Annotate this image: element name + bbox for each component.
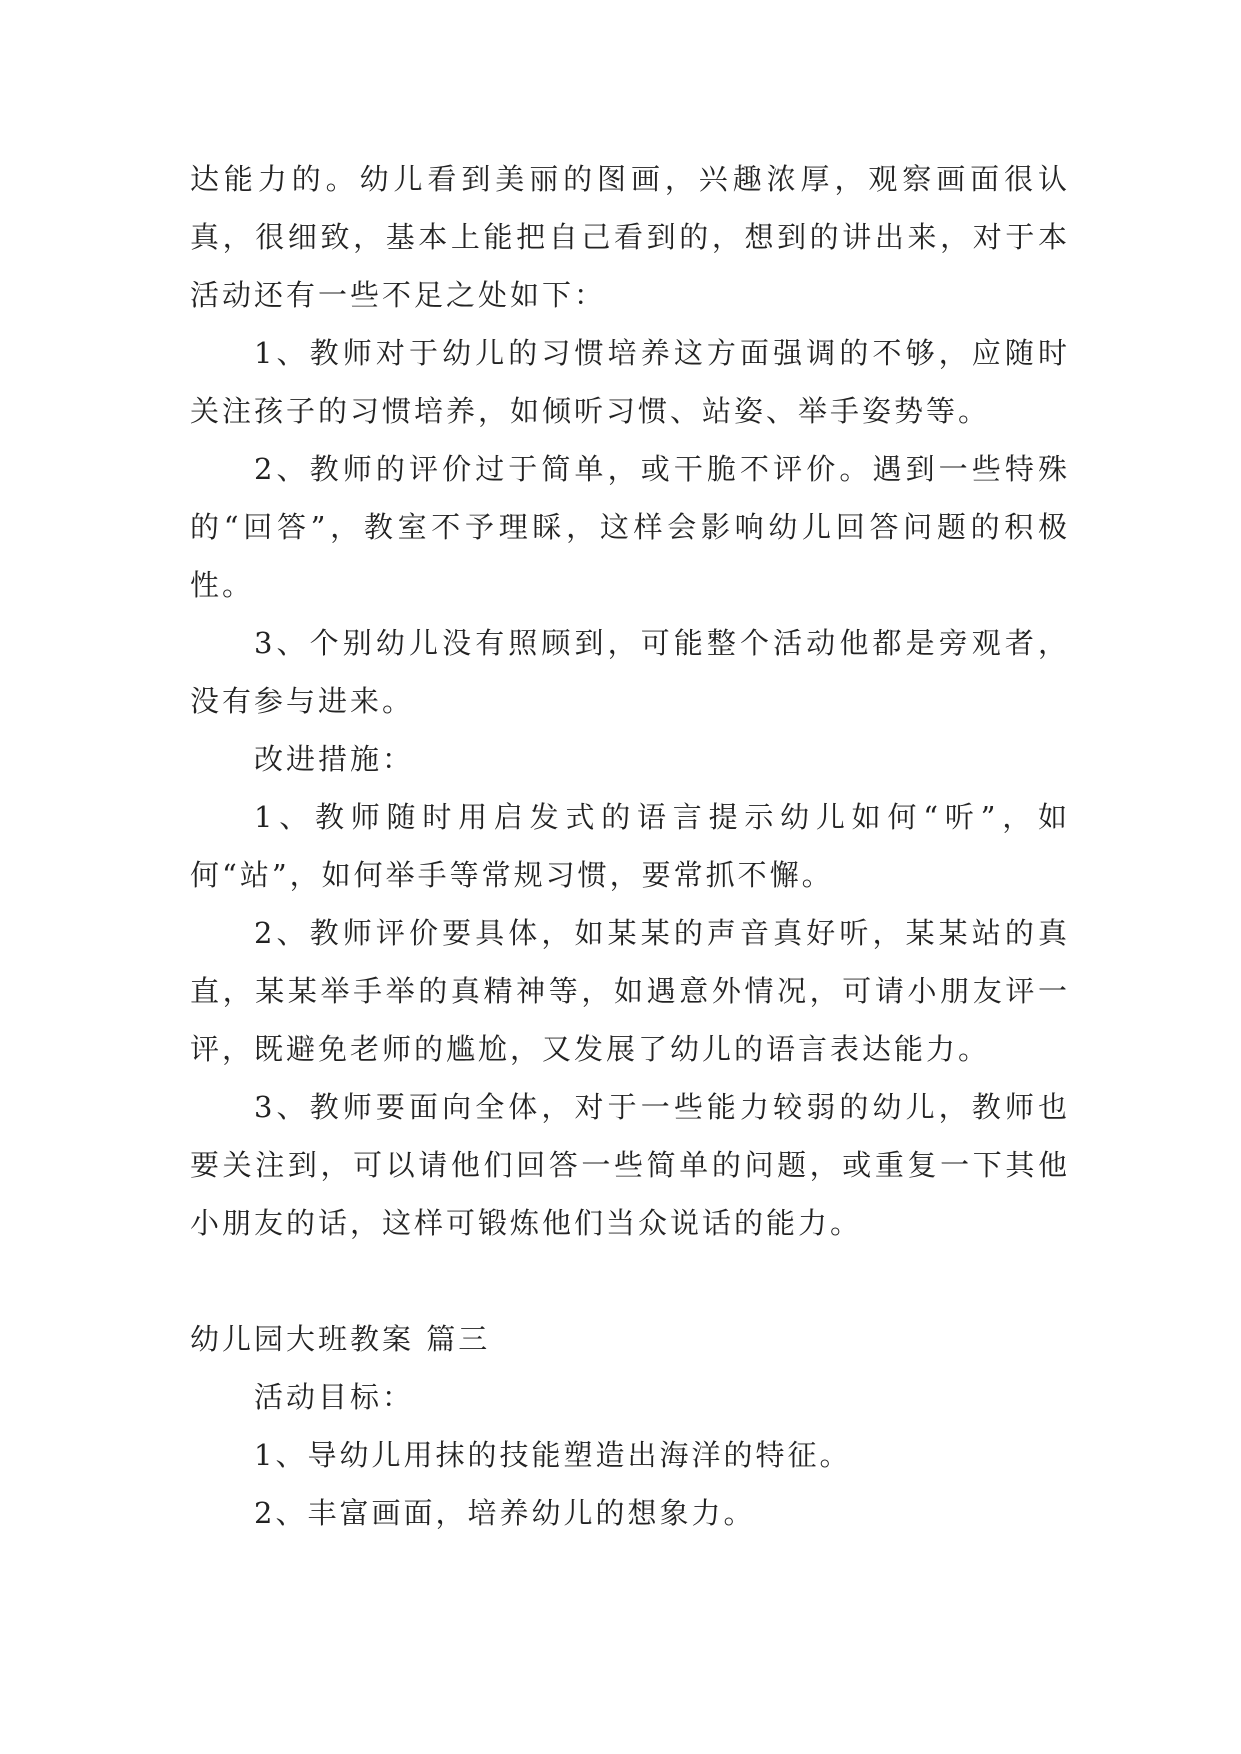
improvement-item-2: 2、教师评价要具体，如某某的声音真好听，某某站的真直，某某举手举的真精神等，如遇意外情况，可请小朋友评一评，既避免老师的尴尬，又发展了幼儿的语言表达能力。 <box>190 916 1070 1066</box>
activity-goals-heading: 活动目标： <box>254 1380 415 1414</box>
paragraph-item-2: 2、教师的评价过于简单，或干脆不评价。遇到一些特殊的“回答”，教室不予理睬，这样会影响幼儿回答问题的积极性。 <box>190 452 1070 602</box>
paragraph-item-3: 3、个别幼儿没有照顾到，可能整个活动他都是旁观者，没有参与进来。 <box>190 626 1070 718</box>
improvement-item-1: 1、教师随时用启发式的语言提示幼儿如何“听”，如何“站”，如何举手等常规习惯，要常抓不懈。 <box>190 800 1070 892</box>
paragraph-item-1: 1、教师对于幼儿的习惯培养这方面强调的不够，应随时关注孩子的习惯培养，如倾听习惯、站姿、举手姿势等。 <box>190 336 1070 428</box>
improvement-heading: 改进措施： <box>254 742 415 776</box>
document-body <box>190 150 1070 1542</box>
section-title: 幼儿园大班教案 篇三 <box>190 1322 491 1356</box>
paragraph-continuation: 达能力的。幼儿看到美丽的图画，兴趣浓厚，观察画面很认真，很细致，基本上能把自己看到的，想到的讲出来，对于本活动还有一些不足之处如下： <box>190 162 1070 312</box>
activity-goal-1: 1、导幼儿用抹的技能塑造出海洋的特征。 <box>254 1438 852 1472</box>
activity-goal-2: 2、丰富画面，培养幼儿的想象力。 <box>254 1496 756 1530</box>
improvement-item-3: 3、教师要面向全体，对于一些能力较弱的幼儿，教师也要关注到，可以请他们回答一些简单的问题，或重复一下其他小朋友的话，这样可锻炼他们当众说话的能力。 <box>190 1090 1070 1240</box>
